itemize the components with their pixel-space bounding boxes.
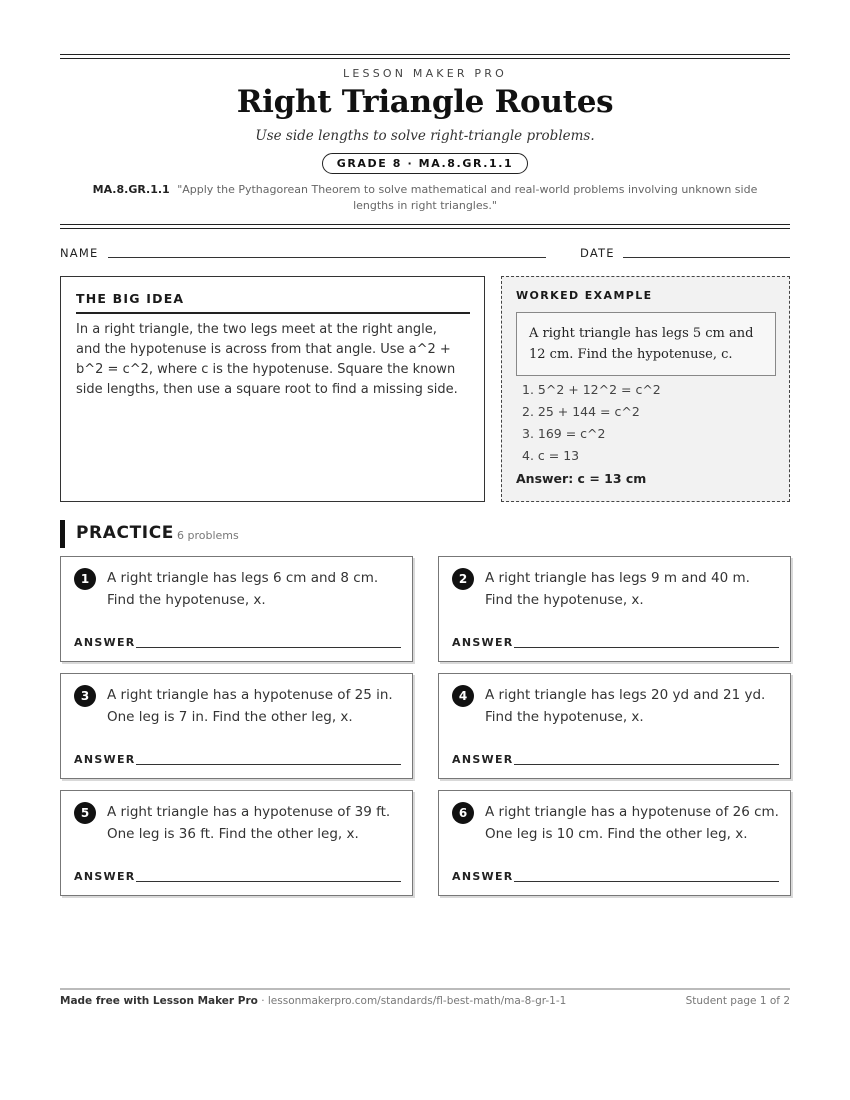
problem-card-1 [60, 556, 413, 662]
problem-card-3 [60, 673, 413, 779]
footer-url[interactable]: · lessonmakerpro.com/standards/fl-best-math/ma-8-gr-1-1 [257, 995, 567, 1007]
worked-step: 2. 25 + 144 = c^2 [522, 404, 640, 419]
problem-number-badge: 4 [452, 685, 474, 707]
answer-line[interactable] [514, 764, 779, 765]
problem-card-6 [438, 790, 791, 896]
answer-line[interactable] [514, 881, 779, 882]
practice-accent-bar [60, 520, 65, 548]
problem-number-badge: 3 [74, 685, 96, 707]
problem-text: A right triangle has legs 6 cm and 8 cm. Find the hypotenuse, x. [107, 570, 379, 608]
footer-divider [60, 988, 790, 990]
big-idea-divider [76, 312, 470, 314]
answer-label: ANSWER [74, 870, 136, 883]
answer-label: ANSWER [452, 870, 514, 883]
problem-text: A right triangle has a hypotenuse of 26 cm. One leg is 10 cm. Find the other leg, x. [485, 804, 779, 842]
footer-made-with: Made free with Lesson Maker Pro [60, 995, 258, 1007]
worked-step: 1. 5^2 + 12^2 = c^2 [522, 382, 661, 397]
worked-example-steps [522, 379, 661, 467]
worked-example-box [501, 276, 790, 502]
problem-number-badge: 2 [452, 568, 474, 590]
problem-text: A right triangle has legs 20 yd and 21 yd. Find the hypotenuse, x. [485, 687, 766, 725]
worked-example-prompt: A right triangle has legs 5 cm and 12 cm. Find the hypotenuse, c. [529, 326, 754, 362]
worked-step: 3. 169 = c^2 [522, 426, 606, 441]
answer-line[interactable] [136, 647, 401, 648]
answer-line[interactable] [514, 647, 779, 648]
grade-badge-wrap [60, 152, 790, 174]
answer-label: ANSWER [74, 753, 136, 766]
answer-line[interactable] [136, 881, 401, 882]
problem-text: A right triangle has a hypotenuse of 25 in. One leg is 7 in. Find the other leg, x. [107, 687, 393, 725]
problem-number-badge: 1 [74, 568, 96, 590]
name-label: NAME [60, 246, 99, 260]
problem-card-5 [60, 790, 413, 896]
name-field[interactable] [108, 257, 546, 258]
answer-label: ANSWER [452, 636, 514, 649]
worked-step: 4. c = 13 [522, 448, 580, 463]
grade-badge: GRADE 8 · MA.8.GR.1.1 [322, 153, 529, 174]
problem-number-badge: 5 [74, 802, 96, 824]
answer-label: ANSWER [74, 636, 136, 649]
big-idea-box [60, 276, 485, 502]
page-subtitle: Use side lengths to solve right-triangle problems. [255, 128, 595, 144]
problem-card-2 [438, 556, 791, 662]
worked-example-answer: Answer: c = 13 cm [516, 471, 647, 486]
standard-text: "Apply the Pythagorean Theorem to solve mathematical and real-world problems involving unknown side lengths in right triangles." [177, 183, 758, 212]
answer-line[interactable] [136, 764, 401, 765]
top-double-rule [60, 54, 790, 59]
problem-text: A right triangle has a hypotenuse of 39 ft. One leg is 36 ft. Find the other leg, x. [107, 804, 391, 842]
standard-description [80, 182, 770, 214]
footer-credit [60, 995, 566, 1007]
big-idea-text: In a right triangle, the two legs meet at the right angle, and the hypotenuse is across from that angle. Use a^2 + b^2 = c^2, where c is the hypotenuse. Square the known side lengths, then use a square root to find a missing side. [76, 322, 458, 397]
worked-example-heading: WORKED EXAMPLE [516, 289, 653, 302]
problem-text: A right triangle has legs 9 m and 40 m. Find the hypotenuse, x. [485, 570, 750, 608]
footer-page-number: Student page 1 of 2 [685, 995, 790, 1007]
brand-name: LESSON MAKER PRO [343, 67, 507, 80]
date-label: DATE [580, 246, 615, 260]
date-field[interactable] [623, 257, 790, 258]
problem-number-badge: 6 [452, 802, 474, 824]
header-bottom-double-rule [60, 224, 790, 229]
problem-card-4 [438, 673, 791, 779]
big-idea-heading: THE BIG IDEA [76, 291, 185, 306]
page-title: Right Triangle Routes [236, 84, 614, 120]
practice-count: 6 problems [177, 529, 239, 542]
worked-example-prompt-box [516, 312, 776, 376]
standard-code: MA.8.GR.1.1 [92, 183, 170, 196]
answer-label: ANSWER [452, 753, 514, 766]
practice-heading: PRACTICE [76, 523, 174, 543]
